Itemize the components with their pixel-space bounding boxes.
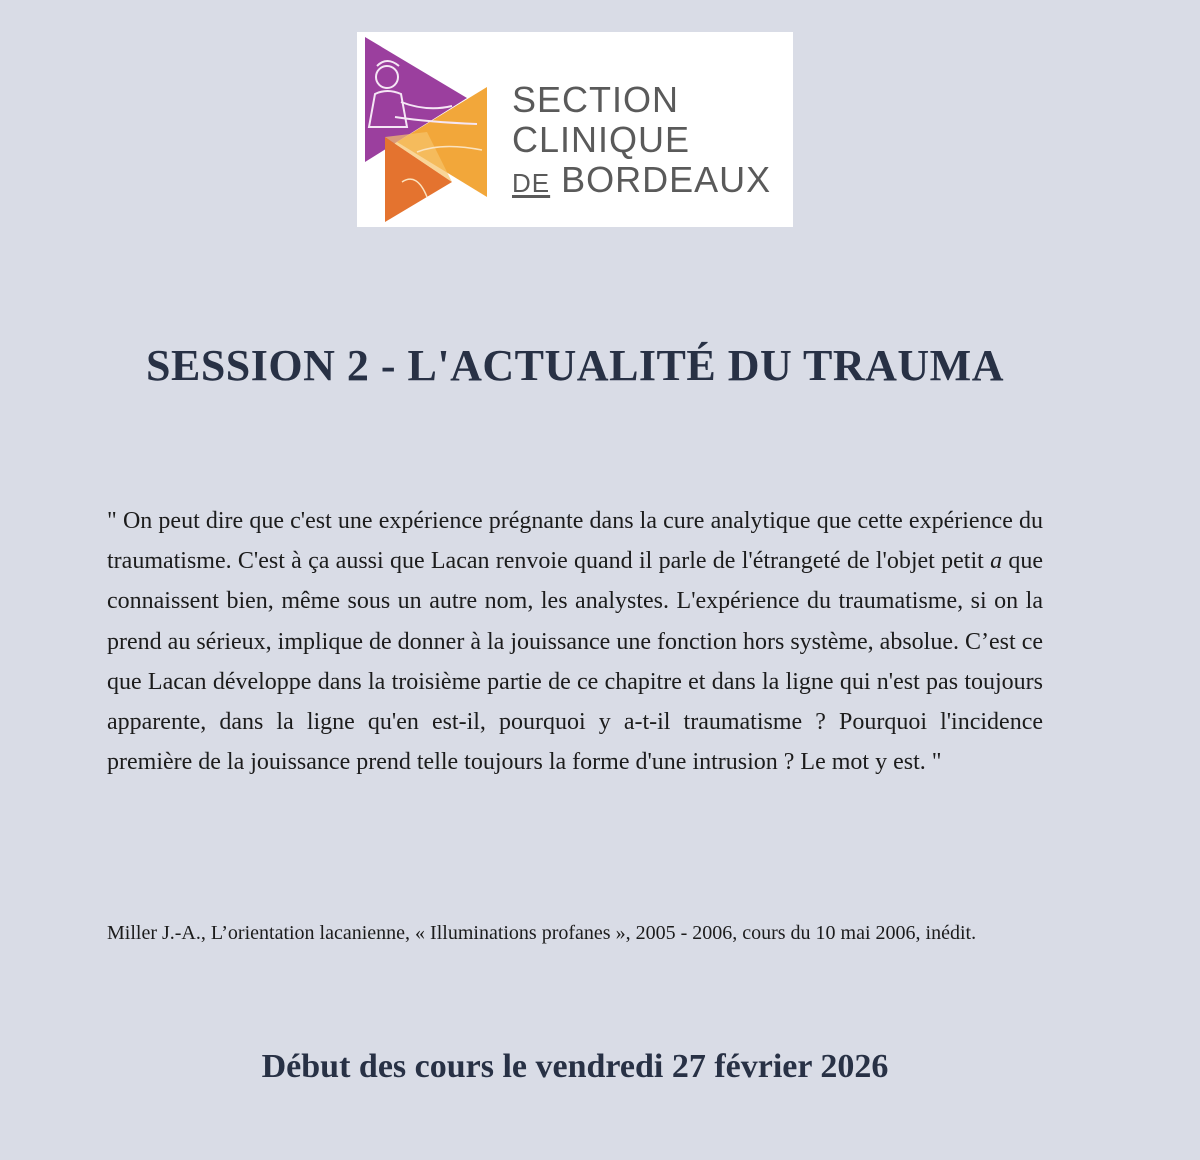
course-start-date: Début des cours le vendredi 27 février 2026: [261, 1048, 889, 1085]
logo: [357, 32, 793, 227]
page-title: SESSION 2 - L'ACTUALITÉ DU TRAUMA: [146, 341, 1004, 390]
citation: Miller J.-A., L’orientation lacanienne, « Illuminations profanes », 2005 - 2006, cours du 10 mai 2006, inédit.: [107, 922, 977, 944]
logo-line-clinique: CLINIQUE: [512, 119, 691, 160]
logo-wordmark: [512, 80, 771, 203]
logo-line-section: SECTION: [512, 79, 680, 120]
logo-line-bordeaux: BORDEAUX: [561, 159, 772, 200]
section-clinique-logo-graphic: [357, 32, 497, 227]
quote-text-part1: " On peut dire que c'est une expérience prégnante dans la cure analytique que cette expérience du traumatisme. C'est à ça aussi que Lacan renvoie quand il parle de l'étrangeté de l'objet petit: [107, 508, 1043, 575]
quote-text-part2: que connaissent bien, même sous un autre nom, les analystes. L'expérience du traumatisme, si on la prend au sérieux, implique de donner à la jouissance une fonction hors système, absolue. C’est ce que Lacan développe dans la troisième partie de ce chapitre et dans la ligne qui n'est pas toujours apparente, dans la ligne qu'en est-il, pourquoi y a-t-il traumatisme ? Pourquoi l'incidence première de la jouissance prend telle toujours la forme d'une intrusion ? Le mot y est. ": [107, 548, 1044, 776]
logo-line-bordeaux-wrap: [512, 160, 771, 203]
logo-prefix-de: DE: [512, 168, 551, 198]
quote-italic-a: a: [990, 548, 1003, 575]
quote-paragraph: [107, 501, 1043, 782]
